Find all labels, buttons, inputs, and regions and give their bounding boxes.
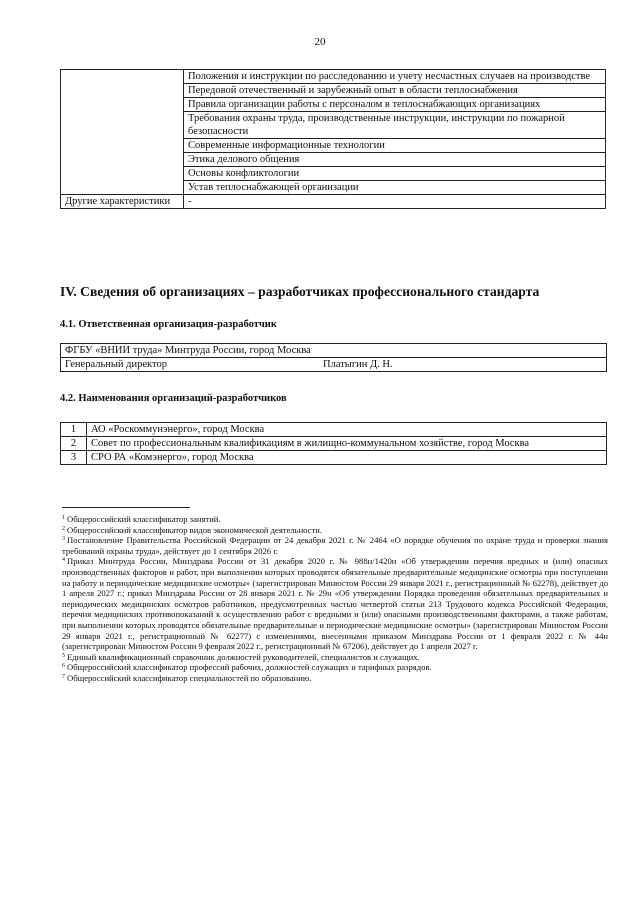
footnote-marker: 3 xyxy=(62,536,65,543)
table-row: Правила организации работы с персоналом в теплоснабжающих организациях xyxy=(184,98,606,112)
footnote-text: Общероссийский классификатор занятий. xyxy=(67,514,221,524)
page-number: 20 xyxy=(314,36,326,48)
developers-table xyxy=(60,422,607,465)
footnote-marker: 2 xyxy=(62,525,65,532)
row-number: 3 xyxy=(61,451,87,465)
footnote-text: Общероссийский классификатор профессий рабочих, должностей служащих и тарифных разрядов. xyxy=(67,662,432,673)
table-row xyxy=(61,437,607,451)
footnote-marker: 1 xyxy=(62,515,65,521)
table-row: Этика делового общения xyxy=(184,153,606,167)
table-row: Передовой отечественный и зарубежный опыт в области теплоснабжения xyxy=(184,84,606,98)
other-characteristics-value: - xyxy=(184,195,606,209)
row-number: 1 xyxy=(61,423,87,437)
footnotes xyxy=(62,514,608,684)
director-position: Генеральный директор xyxy=(61,358,320,372)
footnote-marker: 7 xyxy=(62,673,65,680)
developer-name: СРО РА «Комэнерго», город Москва xyxy=(87,451,607,465)
footnote-1 xyxy=(62,514,608,525)
subsection-4-1-title: 4.1. Ответственная организация-разработчик xyxy=(60,319,277,330)
footnote-text: Общероссийский классификатор видов экономической деятельности. xyxy=(67,524,322,535)
developer-name: Совет по профессиональным квалификациям в жилищно-коммунальном хозяйстве, город Москва xyxy=(87,437,607,451)
footnote-4 xyxy=(62,556,608,651)
table-row: Основы конфликтологии xyxy=(184,167,606,181)
table-row xyxy=(61,451,607,465)
table-row: Требования охраны труда, производственные инструкции, инструкции по пожарной безопасности xyxy=(184,112,606,139)
footnote-text: Единый квалификационный справочник должностей руководителей, специалистов и служащих. xyxy=(67,651,420,662)
footnote-text: Постановление Правительства Российской Федерации от 24 декабря 2021 г. № 2464 «О порядке обучения по охране труда и проверки знания требований охраны труда», действует до 1 сентября 2026 г. xyxy=(62,535,608,556)
table-row xyxy=(61,423,607,437)
responsible-org-name: ФГБУ «ВНИИ труда» Минтруда России, город Москва xyxy=(61,344,607,358)
director-name: Платыгин Д. Н. xyxy=(319,358,607,372)
footnote-text: Общероссийский классификатор специальностей по образованию. xyxy=(67,672,312,683)
footnote-2 xyxy=(62,525,608,536)
footnote-3 xyxy=(62,535,608,556)
developer-name: АО «Роскоммунэнерго», город Москва xyxy=(87,423,607,437)
responsible-org-table xyxy=(60,343,607,372)
knowledge-table xyxy=(60,69,606,209)
section-4-title: IV. Сведения об организациях – разработчиках профессионального стандарта xyxy=(60,284,540,299)
footnote-divider xyxy=(62,507,190,508)
table-row: Положения и инструкции по расследованию и учету несчастных случаев на производстве xyxy=(184,70,606,84)
row-number: 2 xyxy=(61,437,87,451)
footnote-marker: 6 xyxy=(62,663,65,670)
table-row: Устав теплоснабжающей организации xyxy=(184,181,606,195)
footnote-6 xyxy=(62,662,608,673)
footnote-7 xyxy=(62,673,608,684)
footnote-5 xyxy=(62,652,608,663)
footnote-marker: 5 xyxy=(62,652,65,659)
footnote-text: Приказ Минтруда России, Минздрава России от 31 декабря 2020 г. № 988н/1420н «Об утверждении перечня вредных и (или) опасных производственных факторов и работ, при выполнении которых проводятся обязательные предварительные медицинские осмотры при поступлении на работу и периодические медицинские осмотры» (зарегистрирован Минюстом России 29 января 2021 г., регистрационный № 62278), действует до 1 апреля 2027 г.; приказ Минздрава России от 28 января 2021 г. № 29н «Об утверждении Порядка проведения обязательных предварительных и периодических медицинских осмотров работников, предусмотренных частью четвертой статьи 213 Трудового кодекса Российской Федерации, перечня медицинских противопоказаний к осуществлению работ с вредными и (или) опасными производственными факторами, а также работам, при выполнении которых проводятся обязательные предварительные и периодические медицинские осмотры» (зарегистрирован Минюстом России 29 января 2021 г., регистрационный № 62277) с изменениями, внесенными приказом Минздрава России от 1 февраля 2022 г. № 44н (зарегистрирован Минюстом России 9 февраля 2022 г., регистрационный № 67206), действует до 1 апреля 2027 г. xyxy=(62,556,608,652)
footnote-marker: 4 xyxy=(62,557,65,564)
other-characteristics-label: Другие характеристики xyxy=(61,195,184,209)
table-left-cell-empty xyxy=(61,70,184,195)
subsection-4-2-title: 4.2. Наименования организаций-разработчиков xyxy=(60,393,287,404)
table-row: Современные информационные технологии xyxy=(184,139,606,153)
